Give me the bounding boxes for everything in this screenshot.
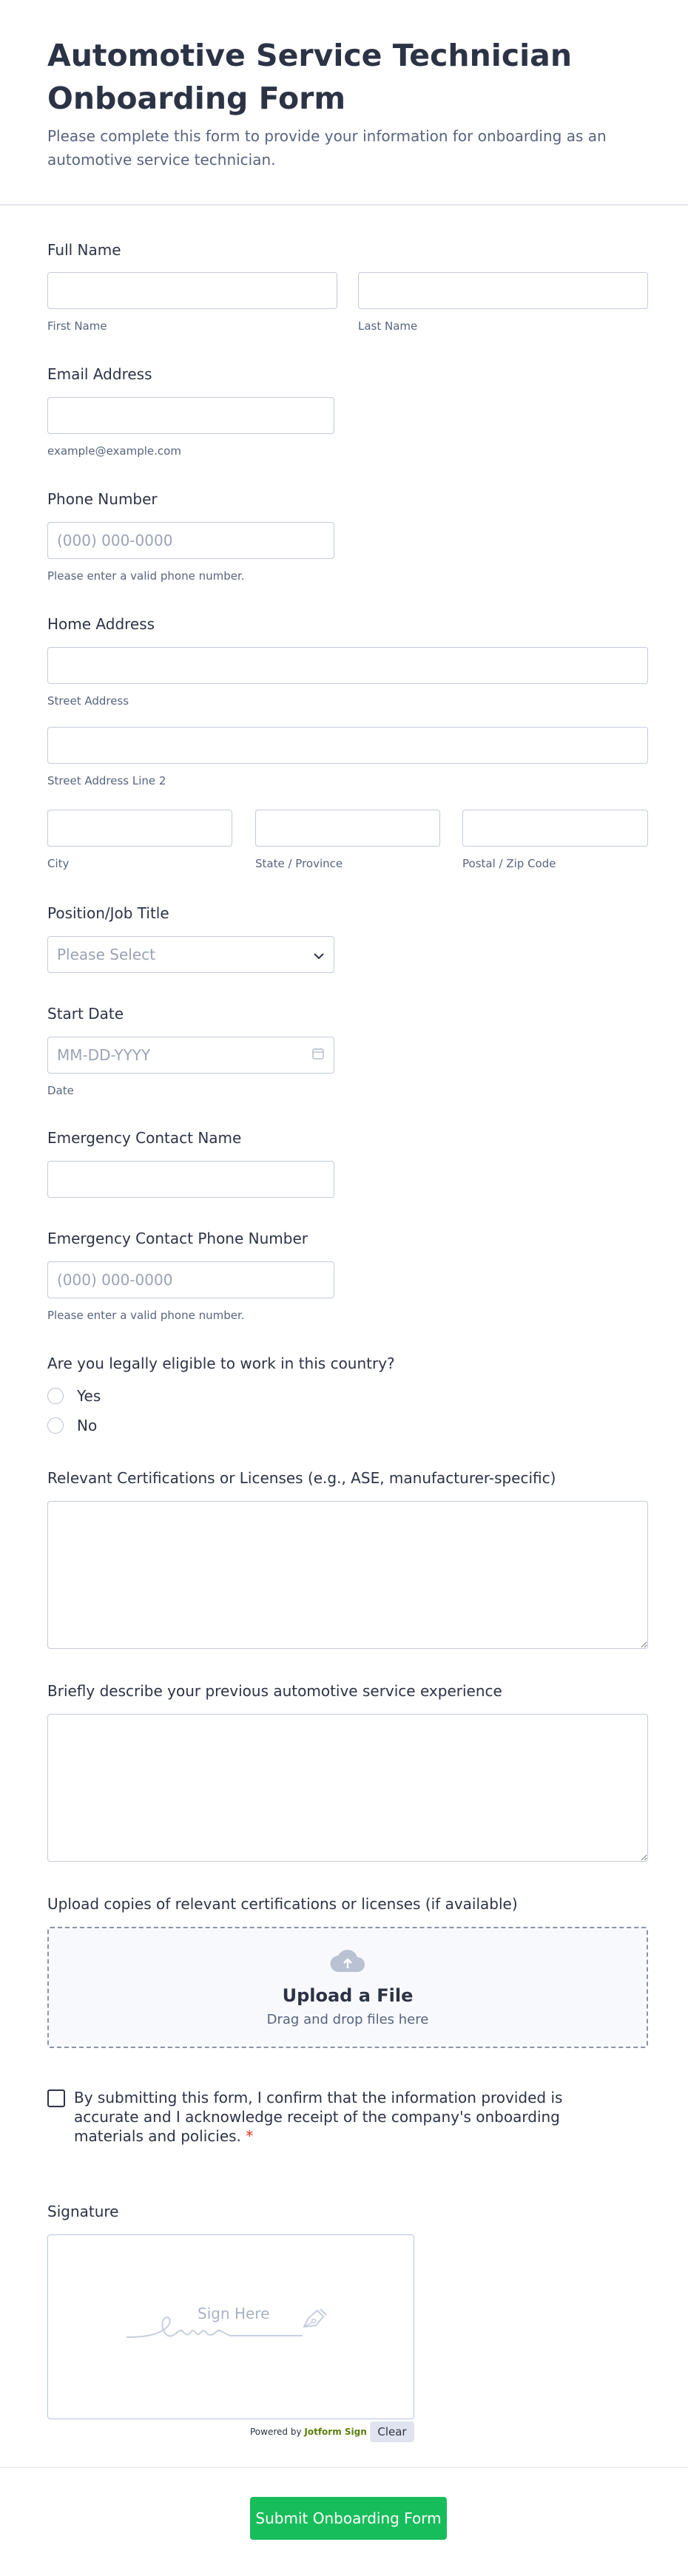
- phone-field: [47, 489, 334, 583]
- upload-field: [47, 1894, 648, 2048]
- emergency-phone-input[interactable]: [47, 1261, 334, 1298]
- city-sublabel: City: [47, 857, 70, 870]
- consent-field: [47, 2088, 580, 2146]
- sign-here-placeholder: Sign Here: [198, 2305, 270, 2322]
- powered-by-text: [250, 2427, 367, 2437]
- phone-input[interactable]: [47, 522, 334, 559]
- phone-label: Phone Number: [47, 490, 158, 508]
- email-input[interactable]: [47, 397, 334, 434]
- start-date-label: Start Date: [47, 1005, 124, 1023]
- last-name-input[interactable]: [358, 272, 648, 309]
- upload-label: Upload copies of relevant certifications or licenses (if available): [47, 1895, 518, 1913]
- powered-by-prefix: Powered by: [250, 2427, 302, 2437]
- certifications-textarea[interactable]: [47, 1501, 648, 1649]
- position-field: [47, 904, 334, 973]
- radio-no[interactable]: [47, 1417, 64, 1434]
- upload-subtitle: Drag and drop files here: [266, 2011, 429, 2027]
- certifications-label: Relevant Certifications or Licenses (e.g., ASE, manufacturer-specific): [47, 1469, 556, 1487]
- start-date-placeholder: MM-DD-YYYY: [57, 1046, 151, 1064]
- emergency-phone-sublabel: Please enter a valid phone number.: [47, 1309, 245, 1322]
- email-label: Email Address: [47, 365, 152, 383]
- upload-title: Upload a File: [282, 1984, 414, 2006]
- first-name-sublabel: First Name: [47, 319, 107, 333]
- zip-group: [462, 810, 648, 870]
- signature-scribble-icon: [125, 2306, 317, 2346]
- chevron-down-icon: [313, 946, 325, 963]
- zip-sublabel: Postal / Zip Code: [462, 857, 556, 870]
- position-label: Position/Job Title: [47, 904, 169, 922]
- address-field: [47, 614, 648, 787]
- eligibility-field: [47, 1354, 395, 1435]
- powered-by-brand: Jotform Sign: [304, 2427, 367, 2437]
- required-asterisk: *: [246, 2127, 254, 2145]
- radio-yes[interactable]: [47, 1388, 64, 1404]
- street-address-sublabel: Street Address: [47, 694, 129, 708]
- position-select[interactable]: [47, 936, 334, 973]
- city-group: [47, 810, 232, 870]
- address-label: Home Address: [47, 615, 155, 633]
- full-name-field: [47, 240, 121, 260]
- state-input[interactable]: [255, 810, 440, 847]
- form-title: Automotive Service Technician Onboarding Form: [47, 38, 573, 116]
- street-address-input[interactable]: [47, 647, 648, 684]
- radio-no-label: No: [77, 1417, 98, 1434]
- position-placeholder: Please Select: [57, 946, 155, 963]
- experience-textarea[interactable]: [47, 1714, 648, 1862]
- consent-text: By submitting this form, I confirm that the information provided is accurate and I acknowledge receipt of the company's onboarding materials and policies.: [74, 2089, 563, 2145]
- phone-placeholder: (000) 000-0000: [57, 532, 173, 549]
- last-name-sublabel: Last Name: [358, 319, 418, 333]
- start-date-sublabel: Date: [47, 1084, 74, 1097]
- signature-field: [47, 2202, 414, 2419]
- email-field: [47, 365, 334, 458]
- zip-input[interactable]: [462, 810, 648, 847]
- certifications-field: [47, 1468, 648, 1652]
- full-name-label: Full Name: [47, 241, 121, 259]
- emergency-phone-label: Emergency Contact Phone Number: [47, 1230, 308, 1247]
- file-upload-dropzone[interactable]: [47, 1927, 648, 2048]
- state-sublabel: State / Province: [255, 857, 343, 870]
- calendar-icon[interactable]: [311, 1046, 325, 1064]
- consent-checkbox[interactable]: [47, 2089, 65, 2107]
- state-group: [255, 810, 440, 870]
- radio-option-yes[interactable]: [47, 1386, 395, 1406]
- form-header: [0, 0, 688, 206]
- emergency-phone-field: [47, 1229, 334, 1322]
- phone-sublabel: Please enter a valid phone number.: [47, 569, 245, 583]
- cloud-upload-icon: [329, 1948, 366, 1978]
- email-sublabel: example@example.com: [47, 444, 181, 458]
- experience-label: Briefly describe your previous automotive service experience: [47, 1682, 502, 1700]
- first-name-input[interactable]: [47, 272, 337, 309]
- start-date-field: [47, 1004, 334, 1097]
- signature-label: Signature: [47, 2203, 119, 2220]
- signature-pad[interactable]: [47, 2234, 414, 2419]
- clear-signature-button[interactable]: Clear: [370, 2421, 414, 2442]
- consent-text-wrap: [74, 2088, 580, 2146]
- radio-option-no[interactable]: [47, 1416, 395, 1435]
- form-subtitle: Please complete this form to provide your information for onboarding as an automotive service technician.: [47, 127, 607, 169]
- emergency-name-label: Emergency Contact Name: [47, 1129, 242, 1147]
- last-name-group: [358, 272, 648, 333]
- first-name-group: [47, 272, 337, 333]
- emergency-phone-placeholder: (000) 000-0000: [57, 1271, 173, 1289]
- eligibility-label: Are you legally eligible to work in this country?: [47, 1355, 395, 1372]
- city-input[interactable]: [47, 810, 232, 847]
- emergency-name-field: [47, 1128, 334, 1198]
- experience-field: [47, 1681, 648, 1865]
- footer-divider: [0, 2467, 688, 2468]
- street-address-line2-sublabel: Street Address Line 2: [47, 774, 166, 787]
- emergency-name-input[interactable]: [47, 1161, 334, 1198]
- street-address-line2-input[interactable]: [47, 727, 648, 764]
- radio-yes-label: Yes: [77, 1387, 101, 1405]
- pen-nib-icon: [300, 2305, 329, 2334]
- submit-button[interactable]: Submit Onboarding Form: [250, 2497, 447, 2540]
- start-date-input[interactable]: [47, 1037, 334, 1074]
